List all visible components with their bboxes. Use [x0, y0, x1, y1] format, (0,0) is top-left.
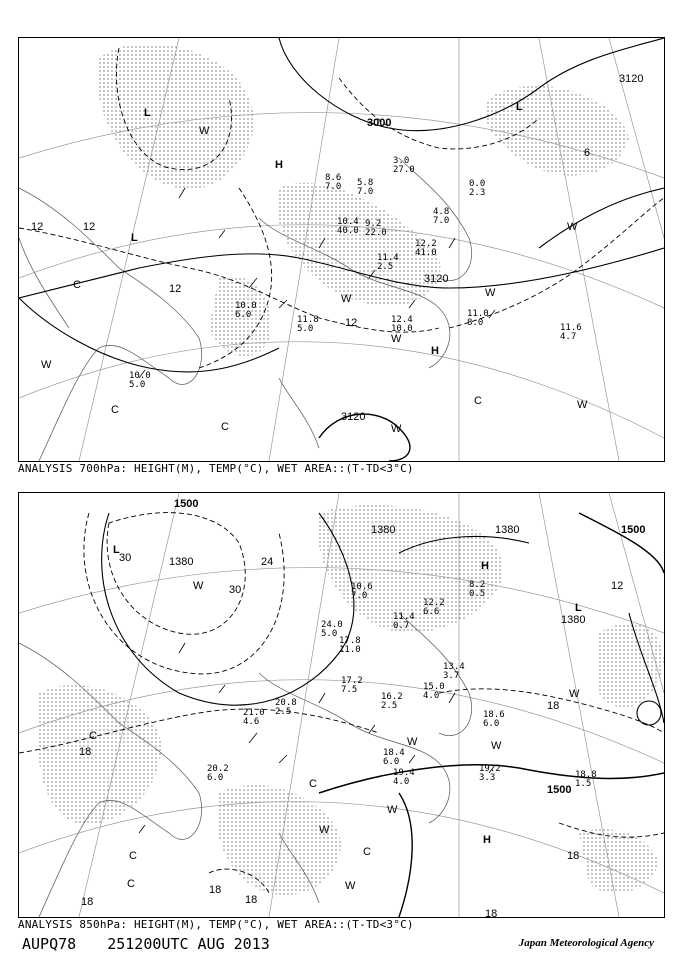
contour-label: 18 [547, 700, 560, 712]
contour-label: 1500 [547, 784, 572, 796]
warm-center: W [193, 580, 204, 592]
station-dewpoint-depression: 7.5 [341, 685, 358, 695]
contour-label: 3000 [367, 117, 392, 129]
cold-center: C [221, 421, 229, 433]
station-dewpoint-depression: 22.0 [365, 228, 387, 238]
contour-label: 30 [229, 584, 242, 596]
station-temp: 12.2 [423, 598, 445, 608]
cold-center: C [127, 878, 135, 890]
contour-label: 18 [567, 850, 580, 862]
station-temp: 13.4 [443, 662, 465, 672]
station-dewpoint-depression: 1.5 [575, 779, 592, 789]
station-dewpoint-depression: 2.5 [377, 262, 394, 272]
station-dewpoint-depression: 7.0 [433, 216, 450, 226]
station-dewpoint-depression: 4.7 [560, 332, 577, 342]
station-dewpoint-depression: 6.0 [207, 773, 224, 783]
station-temp: 16.2 [381, 692, 403, 702]
station-temp: 9.2 [365, 219, 382, 229]
station-temp: 17.8 [339, 636, 361, 646]
station-temp: 19.4 [393, 768, 415, 778]
cold-center: C [363, 846, 371, 858]
low-center: L [131, 232, 138, 244]
high-center: H [431, 345, 439, 357]
warm-center: W [41, 359, 52, 371]
station-temp: 10.0 [129, 371, 151, 381]
station-dewpoint-depression: 4.0 [393, 777, 410, 787]
station-temp: 3.0 [393, 156, 410, 166]
station-dewpoint-depression: 7.0 [357, 187, 374, 197]
agency-credit: Japan Meteorological Agency [518, 937, 654, 949]
product-header [22, 935, 292, 953]
station-temp: 15.0 [423, 682, 445, 692]
warm-center: W [391, 333, 402, 345]
station-dewpoint-depression: 27.0 [393, 165, 415, 175]
station-temp: 10.6 [351, 582, 373, 592]
warm-center: W [491, 740, 502, 752]
contour-label: 1380 [495, 524, 520, 536]
station-temp: 0.0 [469, 179, 486, 189]
contour-label: 18 [485, 908, 498, 917]
valid-datetime: 251200UTC AUG 2013 [107, 935, 270, 953]
station-temp: 20.8 [275, 698, 297, 708]
warm-center: W [577, 399, 588, 411]
contour-label: 1380 [561, 614, 586, 626]
station-temp: 4.8 [433, 207, 450, 217]
station-temp: 8.6 [325, 173, 342, 183]
station-dewpoint-depression: 6.0 [483, 719, 500, 729]
station-dewpoint-depression: 2.5 [275, 707, 292, 717]
high-center: H [275, 159, 283, 171]
cold-center: C [309, 778, 317, 790]
warm-center: W [199, 125, 210, 137]
station-dewpoint-depression: 7.0 [325, 182, 342, 192]
contour-label: 12 [83, 221, 96, 233]
station-dewpoint-depression: 11.0 [339, 645, 361, 655]
contour-label: 1500 [621, 524, 646, 536]
chart-caption-700hpa: ANALYSIS 700hPa: HEIGHT(M), TEMP(°C), WET AREA::(T-TD<3°C) [18, 462, 414, 475]
warm-center: W [387, 804, 398, 816]
warm-center: W [345, 880, 356, 892]
low-center: L [113, 544, 120, 556]
station-temp: 19.2 [479, 764, 501, 774]
contour-label: 3120 [424, 273, 449, 285]
station-dewpoint-depression: 5.0 [321, 629, 338, 639]
low-center: L [516, 101, 523, 113]
contour-label: 3120 [341, 411, 366, 423]
low-center: L [144, 107, 151, 119]
station-dewpoint-depression: 4.6 [243, 717, 260, 727]
station-dewpoint-depression: 0.7 [393, 621, 410, 631]
map-850hpa [19, 493, 664, 917]
station-temp: 10.0 [235, 301, 257, 311]
station-dewpoint-depression: 3.7 [443, 671, 460, 681]
station-temp: 5.8 [357, 178, 374, 188]
chart-850hpa [18, 492, 665, 918]
warm-center: W [485, 287, 496, 299]
station-temp: 12.2 [415, 239, 437, 249]
product-code: AUPQ78 [22, 935, 77, 953]
warm-center: W [407, 736, 418, 748]
station-temp: 8.2 [469, 580, 486, 590]
contour-label: 1380 [169, 556, 194, 568]
station-temp: 18.6 [483, 710, 505, 720]
map-700hpa [19, 38, 664, 461]
station-dewpoint-depression: 41.0 [415, 248, 437, 258]
chart-caption-850hpa: ANALYSIS 850hPa: HEIGHT(M), TEMP(°C), WET AREA::(T-TD<3°C) [18, 918, 414, 931]
contour-label: 12 [169, 283, 182, 295]
station-dewpoint-depression: 2.5 [381, 701, 398, 711]
warm-center: W [391, 423, 402, 435]
station-dewpoint-depression: 40.0 [337, 226, 359, 236]
station-dewpoint-depression: 2.3 [469, 188, 486, 198]
station-temp: 11.8 [297, 315, 319, 325]
cold-center: C [129, 850, 137, 862]
station-temp: 10.4 [337, 217, 359, 227]
warm-center: W [567, 221, 578, 233]
high-center: H [483, 834, 491, 846]
station-temp: 24.0 [321, 620, 343, 630]
warm-center: W [319, 824, 330, 836]
station-temp: 11.6 [560, 323, 582, 333]
station-dewpoint-depression: 5.0 [129, 380, 146, 390]
chart-700hpa [18, 37, 665, 462]
station-dewpoint-depression: 6.0 [383, 757, 400, 767]
contour-label: 1380 [371, 524, 396, 536]
contour-label: 18 [79, 746, 92, 758]
station-temp: 20.2 [207, 764, 229, 774]
warm-center: W [341, 293, 352, 305]
low-center: L [575, 602, 582, 614]
station-temp: 11.4 [377, 253, 399, 263]
station-dewpoint-depression: 5.0 [297, 324, 314, 334]
contour-label: 12 [31, 221, 44, 233]
station-dewpoint-depression: 4.0 [423, 691, 440, 701]
contour-label: 18 [209, 884, 222, 896]
cold-center: C [111, 404, 119, 416]
station-dewpoint-depression: 7.0 [351, 591, 368, 601]
contour-label: 1500 [174, 498, 199, 510]
contour-label: 18 [81, 896, 94, 908]
high-center: H [481, 560, 489, 572]
contour-label: 24 [261, 556, 274, 568]
cold-center: C [89, 730, 97, 742]
station-plots [207, 580, 597, 789]
contour-label: 30 [119, 552, 132, 564]
contour-label: 3120 [619, 73, 644, 85]
station-temp: 11.4 [393, 612, 415, 622]
station-temp: 21.0 [243, 708, 265, 718]
station-temp: 18.4 [383, 748, 405, 758]
wind-barb [139, 643, 495, 833]
station-dewpoint-depression: 6.6 [423, 607, 440, 617]
station-temp: 11.0 [467, 309, 489, 319]
station-dewpoint-depression: 3.3 [479, 773, 496, 783]
station-dewpoint-depression: 0.5 [469, 589, 486, 599]
station-dewpoint-depression: 10.0 [391, 324, 413, 334]
contour-label: 12 [611, 580, 624, 592]
cold-center: C [474, 395, 482, 407]
station-dewpoint-depression: 6.0 [235, 310, 252, 320]
station-temp: 18.8 [575, 770, 597, 780]
contour-label: 6 [584, 147, 591, 159]
station-temp: 17.2 [341, 676, 363, 686]
cold-center: C [73, 279, 81, 291]
warm-center: W [569, 688, 580, 700]
contour-label: 18 [245, 894, 258, 906]
station-temp: 12.4 [391, 315, 413, 325]
station-dewpoint-depression: 8.0 [467, 318, 484, 328]
contour-label: 12 [345, 317, 358, 329]
